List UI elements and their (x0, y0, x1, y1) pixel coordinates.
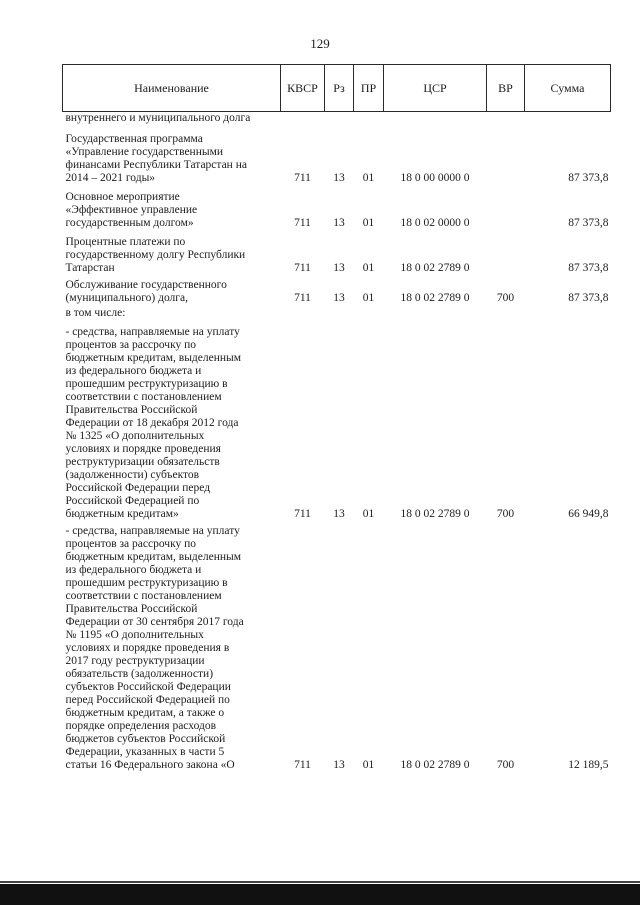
row-kvsr: 711 (294, 508, 311, 520)
row-name-line: «Эффективное управление (65, 204, 198, 216)
scan-edge-line (0, 881, 640, 883)
row-name-line: Основное мероприятие (65, 191, 180, 203)
row-name-line: (муниципального) долга, (65, 292, 188, 304)
row-csr (384, 112, 487, 128)
row-name-line: Правительства Российской (65, 603, 198, 615)
row-rz: 13 (333, 172, 345, 184)
row-name-line: Обслуживание государственного (65, 279, 227, 291)
row-name (63, 307, 281, 322)
row-name-line: Федерации от 30 сентября 2017 года (65, 616, 244, 628)
table-row (63, 523, 611, 774)
row-csr: 18 0 02 2789 0 (400, 292, 470, 304)
header-rz: Рз (325, 65, 354, 112)
row-pr: 01 (362, 759, 375, 771)
row-vr: 700 (496, 759, 515, 771)
row-name-line: Российской Федерации перед (65, 482, 211, 494)
row-name-line: в том числе: (65, 307, 126, 319)
header-kvsr: КВСР (281, 65, 325, 112)
row-csr: 18 0 00 0000 0 (400, 172, 470, 184)
row-name (63, 523, 281, 774)
row-vr (487, 127, 525, 187)
row-name-line: бюджетов субъектов Российской (65, 733, 226, 745)
row-name-line: процентов за рассрочку по (65, 538, 197, 550)
row-name-line: процентов за рассрочку по (65, 339, 197, 351)
row-name-line: бюджетным кредитам, а также о (65, 707, 225, 719)
row-name-line: - средства, направляемые на уплату (65, 326, 240, 338)
row-name-line: 2014 – 2021 годы» (65, 172, 156, 184)
row-sum: 87 373,8 (568, 217, 609, 229)
row-csr (384, 307, 487, 322)
row-name-line: Федерации от 18 декабря 2012 года (65, 417, 239, 429)
row-csr: 18 0 02 0000 0 (400, 217, 470, 229)
row-csr: 18 0 02 2789 0 (400, 262, 470, 274)
row-name-line: бюджетным кредитам, выделенным (65, 551, 242, 563)
table-row (63, 112, 611, 128)
header-vr: ВР (487, 65, 525, 112)
table-row (63, 277, 611, 307)
row-name-line: Государственная программа (65, 133, 203, 145)
row-name (63, 112, 281, 128)
row-name-line: № 1325 «О дополнительных (65, 430, 205, 442)
row-sum: 66 949,8 (568, 508, 609, 520)
row-vr (487, 232, 525, 277)
row-name (63, 232, 281, 277)
row-vr (487, 112, 525, 128)
row-name-line: статьи 16 Федерального закона «О (65, 759, 235, 771)
row-name-line: - средства, направляемые на уплату (65, 525, 240, 537)
header-name: Наименование (63, 65, 281, 112)
row-name-line: «Управление государственными (65, 146, 224, 158)
row-name-line: условиях и порядке проведения (65, 443, 221, 455)
row-pr: 01 (362, 172, 375, 184)
row-vr: 700 (496, 508, 515, 520)
row-name-line: Российской Федерацией по (65, 495, 200, 507)
row-name-line: бюджетным кредитам, выделенным (65, 352, 242, 364)
row-kvsr: 711 (294, 262, 311, 274)
row-rz: 13 (333, 759, 345, 771)
row-rz (325, 307, 354, 322)
row-vr (487, 307, 525, 322)
row-name-line: прошедшим реструктуризацию в (65, 378, 228, 390)
row-name-line: обязательств (задолженности) (65, 668, 214, 680)
row-name-line: из федерального бюджета и (65, 365, 202, 377)
row-rz: 13 (333, 508, 345, 520)
row-rz: 13 (333, 262, 345, 274)
row-name-line: соответствии с постановлением (65, 590, 222, 602)
row-name-line: № 1195 «О дополнительных (65, 629, 204, 641)
row-kvsr: 711 (294, 217, 311, 229)
table-row (63, 127, 611, 187)
row-kvsr: 711 (294, 172, 311, 184)
row-pr (354, 112, 384, 128)
row-sum: 87 373,8 (568, 262, 609, 274)
row-kvsr (281, 112, 325, 128)
row-kvsr: 711 (294, 759, 311, 771)
row-name-line: реструктуризации обязательств (65, 456, 220, 468)
row-kvsr (281, 307, 325, 322)
row-sum (525, 307, 611, 322)
header-sum: Сумма (525, 65, 611, 112)
row-pr: 01 (362, 508, 375, 520)
row-name-line: 2017 году реструктуризации (65, 655, 205, 667)
row-name (63, 187, 281, 232)
row-name-line: Правительства Российской (65, 404, 198, 416)
row-name (63, 277, 281, 307)
table-row (63, 307, 611, 322)
row-name-line: прошедшим реструктуризацию в (65, 577, 228, 589)
row-name-line: соответствии с постановлением (65, 391, 222, 403)
row-name-line: государственному долгу Республики (65, 249, 246, 261)
row-kvsr: 711 (294, 292, 311, 304)
row-name-line: перед Российской Федерацией по (65, 694, 230, 706)
row-pr: 01 (362, 217, 375, 229)
row-name-line: Федерации, указанных в части 5 (65, 746, 225, 758)
row-name-line: внутреннего и муниципального долга (65, 112, 251, 124)
header-pr: ПР (354, 65, 384, 112)
row-name-line: государственным долгом» (65, 217, 194, 229)
budget-table (62, 64, 611, 774)
row-sum: 87 373,8 (568, 172, 609, 184)
row-vr (487, 187, 525, 232)
row-name-line: финансами Республики Татарстан на (65, 159, 247, 171)
row-name (63, 322, 281, 523)
row-sum: 12 189,5 (568, 759, 609, 771)
row-name-line: из федерального бюджета и (65, 564, 202, 576)
row-name-line: субъектов Российской Федерации (65, 681, 231, 693)
table-header-row (63, 65, 611, 112)
table-row (63, 232, 611, 277)
row-name (63, 127, 281, 187)
page-number: 129 (310, 36, 330, 51)
row-name-line: условиях и порядке проведения в (65, 642, 230, 654)
row-pr: 01 (362, 262, 375, 274)
row-name-line: бюджетным кредитам» (65, 508, 179, 520)
row-pr: 01 (362, 292, 375, 304)
row-csr: 18 0 02 2789 0 (400, 759, 470, 771)
row-name-line: Татарстан (65, 262, 115, 274)
scan-bottom-border (0, 884, 640, 905)
row-csr: 18 0 02 2789 0 (400, 508, 470, 520)
row-vr: 700 (496, 292, 515, 304)
table-row (63, 187, 611, 232)
table-row (63, 322, 611, 523)
row-sum (525, 112, 611, 128)
row-name-line: (задолженности) субъектов (65, 469, 200, 481)
table-body (63, 112, 611, 775)
row-name-line: Процентные платежи по (65, 236, 186, 248)
row-name-line: порядке определения расходов (65, 720, 217, 732)
row-rz (325, 112, 354, 128)
row-pr (354, 307, 384, 322)
row-sum: 87 373,8 (568, 292, 609, 304)
row-rz: 13 (333, 217, 345, 229)
header-csr: ЦСР (384, 65, 487, 112)
row-rz: 13 (333, 292, 345, 304)
